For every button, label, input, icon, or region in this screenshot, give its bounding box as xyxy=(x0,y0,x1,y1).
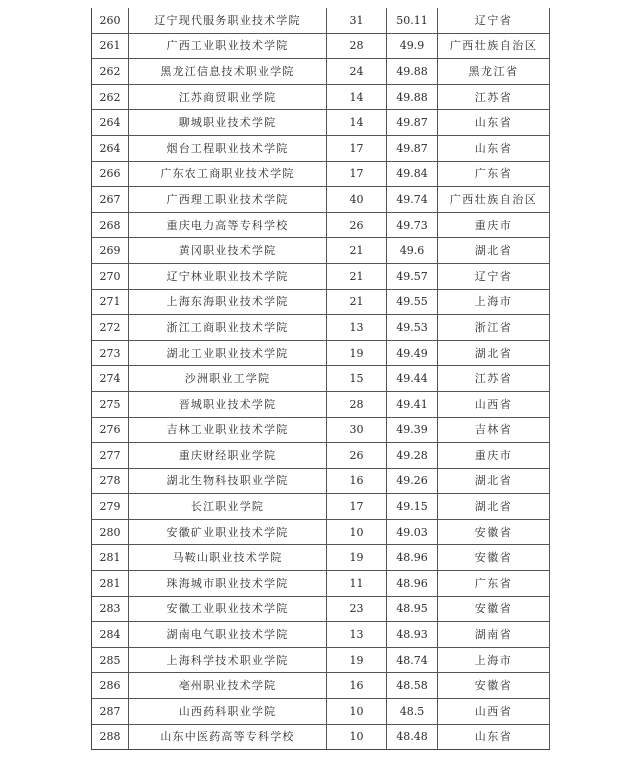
count-cell: 10 xyxy=(327,519,387,545)
college-name-cell: 黑龙江信息技术职业学院 xyxy=(129,59,327,85)
table-row xyxy=(92,596,550,622)
rank-cell: 262 xyxy=(92,84,129,110)
college-name-cell: 广西工业职业技术学院 xyxy=(129,33,327,59)
province-cell: 上海市 xyxy=(438,647,550,673)
rank-cell: 281 xyxy=(92,545,129,571)
score-cell: 49.44 xyxy=(387,366,438,392)
college-name-cell: 重庆电力高等专科学校 xyxy=(129,212,327,238)
province-cell: 山东省 xyxy=(438,135,550,161)
province-cell: 山西省 xyxy=(438,699,550,725)
rank-cell: 260 xyxy=(92,8,129,33)
rank-cell: 288 xyxy=(92,724,129,750)
score-cell: 49.03 xyxy=(387,519,438,545)
score-cell: 49.55 xyxy=(387,289,438,315)
count-cell: 10 xyxy=(327,724,387,750)
college-name-cell: 黄冈职业技术学院 xyxy=(129,238,327,264)
province-cell: 安徽省 xyxy=(438,673,550,699)
college-name-cell: 广西理工职业技术学院 xyxy=(129,187,327,213)
province-cell: 江苏省 xyxy=(438,84,550,110)
college-name-cell: 湖北生物科技职业学院 xyxy=(129,468,327,494)
table-row xyxy=(92,59,550,85)
province-cell: 吉林省 xyxy=(438,417,550,443)
province-cell: 江苏省 xyxy=(438,366,550,392)
rank-cell: 280 xyxy=(92,519,129,545)
rank-cell: 275 xyxy=(92,391,129,417)
count-cell: 30 xyxy=(327,417,387,443)
score-cell: 49.28 xyxy=(387,443,438,469)
score-cell: 48.5 xyxy=(387,699,438,725)
count-cell: 16 xyxy=(327,673,387,699)
rank-cell: 285 xyxy=(92,647,129,673)
score-cell: 49.88 xyxy=(387,59,438,85)
score-cell: 49.26 xyxy=(387,468,438,494)
rank-cell: 286 xyxy=(92,673,129,699)
rank-cell: 268 xyxy=(92,212,129,238)
province-cell: 湖北省 xyxy=(438,494,550,520)
score-cell: 49.15 xyxy=(387,494,438,520)
rank-cell: 278 xyxy=(92,468,129,494)
score-cell: 49.87 xyxy=(387,135,438,161)
table-row xyxy=(92,238,550,264)
score-cell: 49.87 xyxy=(387,110,438,136)
rank-cell: 277 xyxy=(92,443,129,469)
college-name-cell: 烟台工程职业技术学院 xyxy=(129,135,327,161)
score-cell: 48.48 xyxy=(387,724,438,750)
score-cell: 49.49 xyxy=(387,340,438,366)
province-cell: 辽宁省 xyxy=(438,263,550,289)
count-cell: 24 xyxy=(327,59,387,85)
score-cell: 48.74 xyxy=(387,647,438,673)
table-row xyxy=(92,289,550,315)
college-name-cell: 聊城职业技术学院 xyxy=(129,110,327,136)
province-cell: 重庆市 xyxy=(438,443,550,469)
score-cell: 49.9 xyxy=(387,33,438,59)
score-cell: 49.57 xyxy=(387,263,438,289)
province-cell: 辽宁省 xyxy=(438,8,550,33)
table-row xyxy=(92,468,550,494)
count-cell: 15 xyxy=(327,366,387,392)
count-cell: 17 xyxy=(327,135,387,161)
table-row xyxy=(92,545,550,571)
college-name-cell: 安徽工业职业技术学院 xyxy=(129,596,327,622)
rank-cell: 272 xyxy=(92,315,129,341)
college-name-cell: 江苏商贸职业学院 xyxy=(129,84,327,110)
table-row xyxy=(92,699,550,725)
college-name-cell: 晋城职业技术学院 xyxy=(129,391,327,417)
table-row xyxy=(92,673,550,699)
province-cell: 山西省 xyxy=(438,391,550,417)
score-cell: 49.41 xyxy=(387,391,438,417)
score-cell: 49.88 xyxy=(387,84,438,110)
rank-cell: 261 xyxy=(92,33,129,59)
score-cell: 48.96 xyxy=(387,545,438,571)
score-cell: 49.6 xyxy=(387,238,438,264)
table-row xyxy=(92,33,550,59)
province-cell: 湖北省 xyxy=(438,340,550,366)
score-cell: 48.95 xyxy=(387,596,438,622)
table-row xyxy=(92,443,550,469)
college-name-cell: 上海科学技术职业学院 xyxy=(129,647,327,673)
count-cell: 14 xyxy=(327,110,387,136)
rank-cell: 287 xyxy=(92,699,129,725)
college-name-cell: 辽宁林业职业技术学院 xyxy=(129,263,327,289)
score-cell: 48.93 xyxy=(387,622,438,648)
score-cell: 49.84 xyxy=(387,161,438,187)
college-name-cell: 辽宁现代服务职业技术学院 xyxy=(129,8,327,33)
count-cell: 28 xyxy=(327,391,387,417)
rank-cell: 270 xyxy=(92,263,129,289)
province-cell: 湖北省 xyxy=(438,468,550,494)
score-cell: 50.11 xyxy=(387,8,438,33)
province-cell: 安徽省 xyxy=(438,596,550,622)
rank-cell: 267 xyxy=(92,187,129,213)
province-cell: 广西壮族自治区 xyxy=(438,33,550,59)
college-name-cell: 重庆财经职业学院 xyxy=(129,443,327,469)
count-cell: 13 xyxy=(327,315,387,341)
table-row xyxy=(92,315,550,341)
rank-cell: 264 xyxy=(92,135,129,161)
province-cell: 安徽省 xyxy=(438,545,550,571)
province-cell: 重庆市 xyxy=(438,212,550,238)
count-cell: 26 xyxy=(327,443,387,469)
province-cell: 山东省 xyxy=(438,724,550,750)
college-name-cell: 浙江工商职业技术学院 xyxy=(129,315,327,341)
table-row xyxy=(92,161,550,187)
rank-cell: 271 xyxy=(92,289,129,315)
table-row xyxy=(92,519,550,545)
count-cell: 31 xyxy=(327,8,387,33)
count-cell: 21 xyxy=(327,263,387,289)
college-name-cell: 沙洲职业工学院 xyxy=(129,366,327,392)
table-row xyxy=(92,647,550,673)
table-row xyxy=(92,340,550,366)
province-cell: 湖南省 xyxy=(438,622,550,648)
table-row xyxy=(92,724,550,750)
college-name-cell: 山西药科职业学院 xyxy=(129,699,327,725)
college-name-cell: 湖南电气职业技术学院 xyxy=(129,622,327,648)
table-row xyxy=(92,110,550,136)
table-row xyxy=(92,263,550,289)
college-name-cell: 安徽矿业职业技术学院 xyxy=(129,519,327,545)
table-row xyxy=(92,622,550,648)
rank-cell: 264 xyxy=(92,110,129,136)
rank-cell: 266 xyxy=(92,161,129,187)
province-cell: 山东省 xyxy=(438,110,550,136)
college-name-cell: 马鞍山职业技术学院 xyxy=(129,545,327,571)
count-cell: 28 xyxy=(327,33,387,59)
count-cell: 13 xyxy=(327,622,387,648)
rank-cell: 262 xyxy=(92,59,129,85)
table-row xyxy=(92,391,550,417)
count-cell: 23 xyxy=(327,596,387,622)
count-cell: 16 xyxy=(327,468,387,494)
count-cell: 14 xyxy=(327,84,387,110)
count-cell: 21 xyxy=(327,238,387,264)
count-cell: 19 xyxy=(327,545,387,571)
table-row xyxy=(92,571,550,597)
province-cell: 广东省 xyxy=(438,161,550,187)
count-cell: 26 xyxy=(327,212,387,238)
table-row xyxy=(92,8,550,33)
table-row xyxy=(92,187,550,213)
score-cell: 48.96 xyxy=(387,571,438,597)
college-name-cell: 亳州职业技术学院 xyxy=(129,673,327,699)
count-cell: 11 xyxy=(327,571,387,597)
table-row xyxy=(92,84,550,110)
province-cell: 上海市 xyxy=(438,289,550,315)
count-cell: 17 xyxy=(327,161,387,187)
table-row xyxy=(92,212,550,238)
count-cell: 17 xyxy=(327,494,387,520)
score-cell: 48.58 xyxy=(387,673,438,699)
province-cell: 安徽省 xyxy=(438,519,550,545)
province-cell: 广东省 xyxy=(438,571,550,597)
table-row xyxy=(92,366,550,392)
rank-cell: 281 xyxy=(92,571,129,597)
rank-cell: 283 xyxy=(92,596,129,622)
rank-cell: 276 xyxy=(92,417,129,443)
province-cell: 黑龙江省 xyxy=(438,59,550,85)
table-row xyxy=(92,417,550,443)
table-row xyxy=(92,135,550,161)
count-cell: 10 xyxy=(327,699,387,725)
college-name-cell: 珠海城市职业技术学院 xyxy=(129,571,327,597)
ranking-table-body xyxy=(92,8,550,750)
count-cell: 21 xyxy=(327,289,387,315)
count-cell: 40 xyxy=(327,187,387,213)
college-name-cell: 广东农工商职业技术学院 xyxy=(129,161,327,187)
ranking-table xyxy=(91,8,550,750)
score-cell: 49.73 xyxy=(387,212,438,238)
score-cell: 49.53 xyxy=(387,315,438,341)
college-name-cell: 长江职业学院 xyxy=(129,494,327,520)
ranking-table-container xyxy=(91,8,549,750)
province-cell: 湖北省 xyxy=(438,238,550,264)
province-cell: 浙江省 xyxy=(438,315,550,341)
count-cell: 19 xyxy=(327,340,387,366)
rank-cell: 279 xyxy=(92,494,129,520)
rank-cell: 269 xyxy=(92,238,129,264)
rank-cell: 273 xyxy=(92,340,129,366)
table-row xyxy=(92,494,550,520)
college-name-cell: 上海东海职业技术学院 xyxy=(129,289,327,315)
college-name-cell: 湖北工业职业技术学院 xyxy=(129,340,327,366)
rank-cell: 284 xyxy=(92,622,129,648)
college-name-cell: 山东中医药高等专科学校 xyxy=(129,724,327,750)
rank-cell: 274 xyxy=(92,366,129,392)
score-cell: 49.39 xyxy=(387,417,438,443)
province-cell: 广西壮族自治区 xyxy=(438,187,550,213)
score-cell: 49.74 xyxy=(387,187,438,213)
college-name-cell: 吉林工业职业技术学院 xyxy=(129,417,327,443)
count-cell: 19 xyxy=(327,647,387,673)
